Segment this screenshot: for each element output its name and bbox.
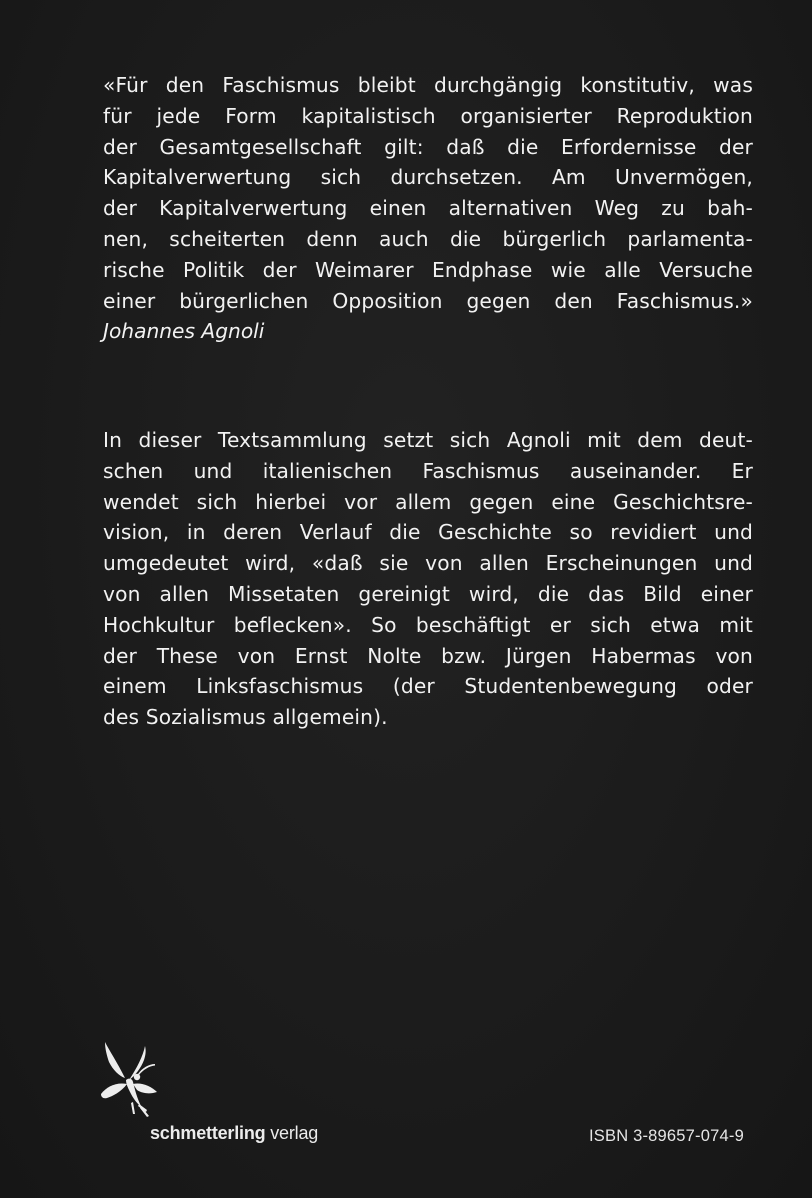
publisher-name xyxy=(150,1123,318,1144)
description-line: wendet sich hierbei vor allem gegen eine Geschichtsre- xyxy=(103,489,753,514)
quote-line: Kapitalverwertung sich durchsetzen. Am Unvermögen, xyxy=(103,165,753,190)
description-line: der These von Ernst Nolte bzw. Jürgen Habermas von xyxy=(103,643,753,668)
quote-author: Johannes Agnoli xyxy=(103,319,265,344)
quote-block xyxy=(103,70,753,347)
quote-line: der Kapitalverwertung einen alternativen Weg zu bah- xyxy=(103,196,753,221)
description-line: umgedeutet wird, «daß sie von allen Erscheinungen und xyxy=(103,551,753,576)
description-block xyxy=(103,425,753,733)
description-line: einem Linksfaschismus (der Studentenbewegung oder xyxy=(103,674,753,699)
description-line: schen und italienischen Faschismus auseinander. Er xyxy=(103,458,753,483)
description-line: In dieser Textsammlung setzt sich Agnoli mit dem deut- xyxy=(103,428,753,452)
description-line: von allen Missetaten gereinigt wird, die das Bild einer xyxy=(103,581,753,606)
quote-line: «Für den Faschismus bleibt durchgängig konstitutiv, was xyxy=(103,73,753,97)
quote-line: nen, scheiterten denn auch die bürgerlich parlamenta- xyxy=(103,226,753,251)
quote-line: rische Politik der Weimarer Endphase wie alle Versuche xyxy=(103,257,753,282)
publisher-name-bold: schmetterling xyxy=(150,1123,266,1143)
quote-line: einer bürgerlichen Opposition gegen den Faschismus.» xyxy=(103,288,753,313)
description-line: Hochkultur beflecken». So beschäftigt er sich etwa mit xyxy=(103,612,753,637)
description-line: des Sozialismus allgemein). xyxy=(103,705,388,730)
isbn: ISBN 3-89657-074-9 xyxy=(589,1127,744,1145)
publisher-name-regular: verlag xyxy=(265,1123,319,1143)
butterfly-fairy-icon xyxy=(97,1040,167,1122)
quote-line: der Gesamtgesellschaft gilt: daß die Erfordernisse der xyxy=(103,134,753,159)
quote-line: für jede Form kapitalistisch organisierter Reproduktion xyxy=(103,103,753,128)
description-line: vision, in deren Verlauf die Geschichte so revidiert und xyxy=(103,520,753,545)
